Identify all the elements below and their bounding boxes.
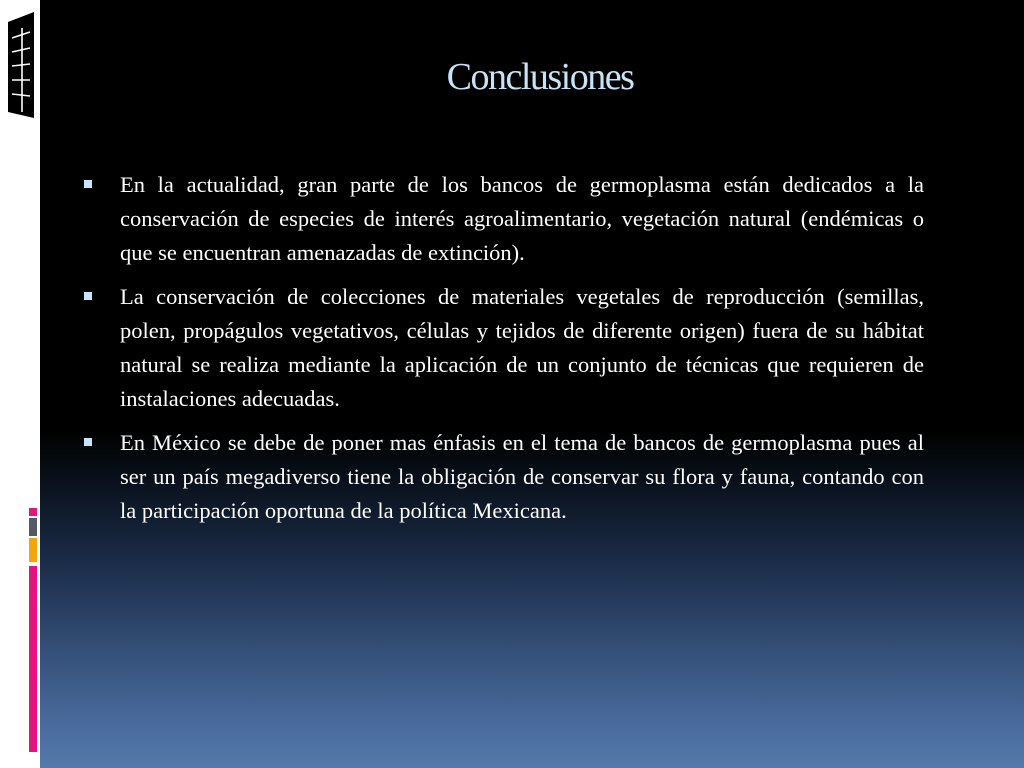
left-decor-strip: [0, 0, 40, 768]
bullet-list: [80, 168, 924, 538]
bullet-text: En México se debe de poner mas énfasis en el tema de bancos de germoplasma pues al ser un país megadiverso tiene la obligación de conservar su flora y fauna, contando con la participación oportuna de la política Mexicana.: [120, 430, 924, 523]
square-bullet-icon: [84, 180, 92, 188]
accent-bar-pink-long: [29, 566, 37, 752]
accent-bar-orange: [29, 538, 37, 562]
document-pages-icon: [0, 0, 40, 130]
bullet-text: La conservación de colecciones de materiales vegetales de reproducción (semillas, polen, propágulos vegetativos, células y tejidos de diferente origen) fuera de su hábitat natural se realiza mediante la aplicación de un conjunto de técnicas que requieren de instalaciones adecuadas.: [120, 284, 924, 411]
bullet-item: [80, 168, 924, 270]
accent-bar-gray: [29, 518, 37, 536]
slide-title: Conclusiones: [446, 56, 634, 98]
square-bullet-icon: [84, 292, 92, 300]
bullet-item: [80, 426, 924, 528]
bullet-text: En la actualidad, gran parte de los bancos de germoplasma están dedicados a la conservación de especies de interés agroalimentario, vegetación natural (endémicas o que se encuentran amenazadas de extinción).: [120, 172, 924, 265]
accent-bar-pink: [29, 508, 37, 516]
square-bullet-icon: [84, 438, 92, 446]
bullet-item: [80, 280, 924, 416]
